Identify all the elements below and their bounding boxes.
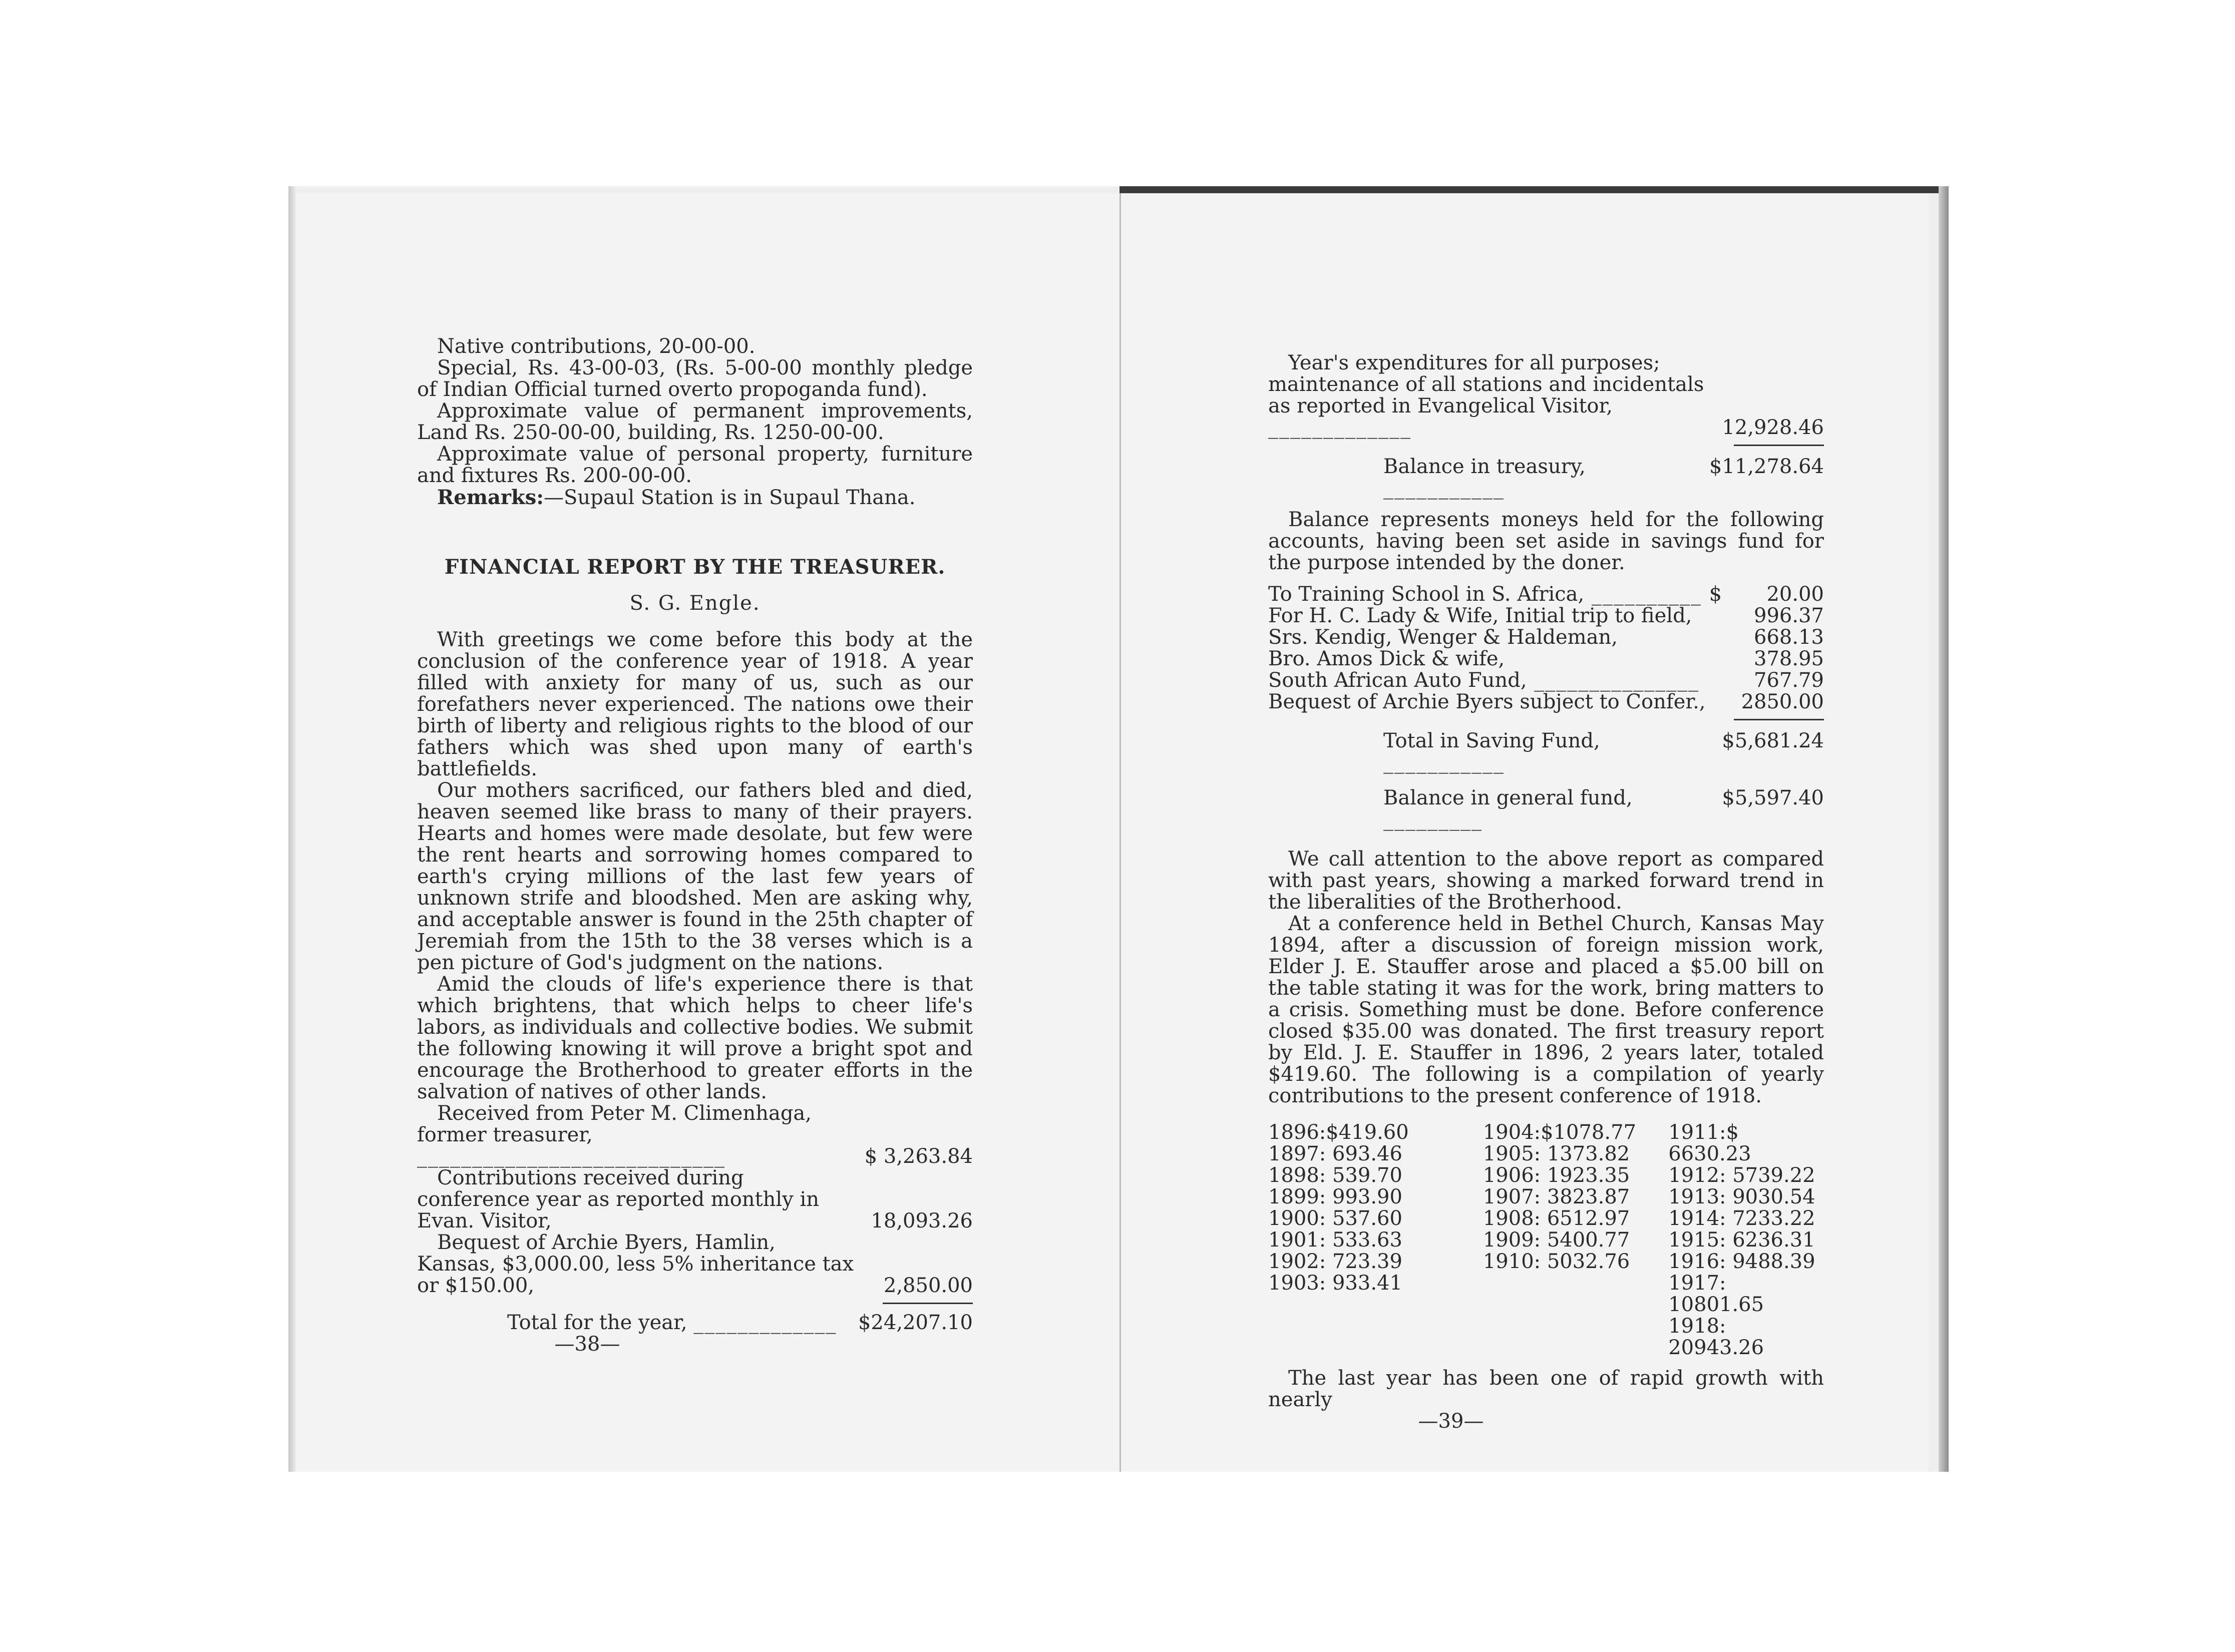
fund-label: Bro. Amos Dick & wife, bbox=[1268, 647, 1505, 670]
year-entry: 1904:$1078.77 bbox=[1482, 1121, 1636, 1144]
remarks-label: Remarks: bbox=[437, 486, 544, 509]
fund-amount: 767.79 bbox=[1754, 669, 1824, 692]
ledger-entry bbox=[417, 1103, 973, 1167]
year-entry: 1915: 6236.31 bbox=[1668, 1228, 1815, 1252]
years-column-1 bbox=[1268, 1122, 1483, 1359]
closing-line: The last year has been one of rapid growth with nearly bbox=[1268, 1367, 1824, 1411]
year-entry: 1907: 3823.87 bbox=[1482, 1185, 1630, 1208]
station-line: Special, Rs. 43-00-03, (Rs. 5-00-00 monthly pledge of Indian Official turned overto propoganda fund). bbox=[417, 356, 973, 401]
ledger-entry bbox=[417, 1232, 973, 1297]
expenditures-amount: 12,928.46 bbox=[1722, 416, 1824, 439]
expenditures-label: Year's expenditures for all purposes; maintenance of all stations and incidentals as reported in Evangelical Visitor, bbox=[1268, 351, 1704, 418]
entry-label: Received from Peter M. Climenhaga, former treasurer, bbox=[417, 1102, 812, 1146]
fund-amount: 378.95 bbox=[1754, 647, 1824, 670]
fund-label: For H. C. Lady & Wife, Initial trip to field, bbox=[1268, 604, 1692, 627]
years-column-3 bbox=[1668, 1122, 1824, 1359]
fund-row bbox=[1268, 584, 1824, 605]
total-amount: $24,207.10 bbox=[858, 1311, 973, 1334]
general-label: Balance in general fund, bbox=[1383, 786, 1633, 809]
year-entry: 1905: 1373.82 bbox=[1482, 1142, 1630, 1165]
left-page bbox=[295, 193, 1121, 1472]
entry-label: Bequest of Archie Byers, Hamlin, Kansas, $3,000.00, less 5% inheritance tax or $150.00, bbox=[417, 1231, 854, 1297]
general-amount: $5,597.40 bbox=[1722, 786, 1824, 809]
saving-rule bbox=[1734, 719, 1824, 720]
expenditures-leader: _____________ bbox=[1268, 416, 1411, 439]
entry-amount: 2,850.00 bbox=[883, 1274, 973, 1297]
year-entry: 1917: 10801.65 bbox=[1668, 1272, 1764, 1316]
page-number: —38— bbox=[554, 1333, 620, 1356]
book-spread bbox=[288, 186, 1949, 1472]
year-entry: 1913: 9030.54 bbox=[1668, 1185, 1815, 1208]
saving-amount: $5,681.24 bbox=[1722, 729, 1824, 752]
left-page-text bbox=[417, 336, 973, 1355]
year-entry: 1902: 723.39 bbox=[1268, 1250, 1402, 1273]
year-entry: 1911:$ 6630.23 bbox=[1668, 1121, 1751, 1165]
yearly-contributions-table bbox=[1268, 1122, 1824, 1359]
fund-amount: 668.13 bbox=[1754, 626, 1824, 649]
entry-leader: ____________________________ bbox=[417, 1145, 725, 1168]
year-entry: 1896:$419.60 bbox=[1268, 1121, 1409, 1144]
left-page-edge bbox=[288, 186, 295, 1472]
years-column-2 bbox=[1483, 1122, 1668, 1359]
balance-leader: ___________ bbox=[1383, 477, 1505, 500]
entry-label: Contributions received during conference year as reported monthly in Evan. Visitor, bbox=[417, 1166, 820, 1232]
right-page-text bbox=[1268, 352, 1824, 1432]
total-label: Total for the year, bbox=[507, 1311, 687, 1334]
fund-leader: __________ $ bbox=[1584, 583, 1723, 606]
fund-row bbox=[1268, 691, 1824, 713]
fund-leader: _______________ bbox=[1527, 669, 1700, 692]
fund-amount: 2850.00 bbox=[1741, 690, 1824, 713]
year-entry: 1901: 533.63 bbox=[1268, 1228, 1402, 1252]
saving-leader: ___________ bbox=[1383, 751, 1505, 774]
fund-amount: 996.37 bbox=[1754, 604, 1824, 627]
balance-note: Balance represents moneys held for the following accounts, having been set aside in savings fund for the purpose intended by the doner. bbox=[1268, 508, 1824, 574]
right-page bbox=[1121, 193, 1929, 1472]
year-entry: 1900: 537.60 bbox=[1268, 1207, 1402, 1230]
remarks-text: —Supaul Station is in Supaul Thana. bbox=[544, 486, 916, 509]
entry-amount: 18,093.26 bbox=[871, 1209, 973, 1232]
year-entry: 1898: 539.70 bbox=[1268, 1164, 1402, 1187]
remarks bbox=[417, 487, 973, 509]
year-entry: 1909: 5400.77 bbox=[1482, 1228, 1630, 1252]
balance-label: Balance in treasury, bbox=[1383, 455, 1586, 478]
total-leader: _____________ bbox=[693, 1311, 837, 1334]
paragraph: At a conference held in Bethel Church, Kansas May 1894, after a discussion of foreign mission work, Elder J. E. Stauffer arose and placed a $5.00 bill on the table stating it was for the work, bring matters to a crisis. Something must be done. Before conference closed $35.00 was donated. The first treasury report by Eld. J. E. Stauffer in 1896, 2 years later, totaled $419.60. The following is a compilation of yearly contributions to the present conference of 1918. bbox=[1268, 912, 1824, 1107]
total-row bbox=[417, 1312, 973, 1334]
paragraph: We call attention to the above report as compared with past years, showing a marked forward trend in the liberalities of the Brotherhood. bbox=[1268, 848, 1824, 914]
balance-row bbox=[1268, 456, 1824, 499]
year-entry: 1897: 693.46 bbox=[1268, 1142, 1402, 1165]
year-entry: 1899: 993.90 bbox=[1268, 1185, 1402, 1208]
year-entry: 1916: 9488.39 bbox=[1668, 1250, 1815, 1273]
paragraph: Amid the clouds of life's experience there is that which brightens, that which helps to cheer life's labors, as individuals and collective bodies. We submit the following knowing it will prove a bright spot and encourage the Brotherhood to greater efforts in the salvation of natives of other lands. bbox=[417, 973, 973, 1103]
total-rule bbox=[883, 1303, 973, 1304]
fund-amount: 20.00 bbox=[1766, 583, 1824, 606]
year-entry: 1912: 5739.22 bbox=[1668, 1164, 1815, 1187]
right-page-edge bbox=[1939, 186, 1949, 1472]
ledger-entry bbox=[417, 1167, 973, 1232]
balance-amount: $11,278.64 bbox=[1709, 455, 1824, 478]
general-row bbox=[1268, 787, 1824, 831]
fund-label: To Training School in S. Africa, bbox=[1268, 583, 1585, 606]
fund-row bbox=[1268, 605, 1824, 627]
fund-row bbox=[1268, 670, 1824, 691]
saving-label: Total in Saving Fund, bbox=[1383, 729, 1600, 752]
fund-label: South African Auto Fund, bbox=[1268, 669, 1527, 692]
year-entry: 1918: 20943.26 bbox=[1668, 1315, 1764, 1359]
general-leader: _________ bbox=[1383, 808, 1482, 831]
year-entry: 1903: 933.41 bbox=[1268, 1272, 1402, 1295]
station-line: Approximate value of permanent improvements, Land Rs. 250-00-00, building, Rs. 1250-00-00. bbox=[417, 399, 973, 444]
year-entry: 1906: 1923.35 bbox=[1482, 1164, 1630, 1187]
station-line: Native contributions, 20-00-00. bbox=[437, 335, 756, 358]
binding-shadow bbox=[1120, 186, 1939, 193]
balance-rule bbox=[1734, 445, 1824, 446]
paragraph: With greetings we come before this body at the conclusion of the conference year of 1918. A year filled with anxiety for many of us, such as our forefathers never experienced. The nations owe their birth of liberty and religious rights to the blood of our fathers which was shed upon many of earth's battlefields. bbox=[417, 628, 973, 780]
paragraph: Our mothers sacrificed, our fathers bled and died, heaven seemed like brass to many of their prayers. Hearts and homes were made desolate, but few were the rent hearts and sorrowing homes compared to earth's crying millions of the last few years of unknown strife and bloodshed. Men are asking why, and acceptable answer is found in the 25th chapter of Jeremiah from the 15th to the 38 verses which is a pen picture of God's judgment on the nations. bbox=[417, 779, 973, 974]
fund-row bbox=[1268, 627, 1824, 648]
expenditures-entry bbox=[1268, 352, 1824, 439]
fund-label: Bequest of Archie Byers subject to Confer., bbox=[1268, 690, 1706, 713]
entry-amount: $ 3,263.84 bbox=[864, 1145, 973, 1168]
fund-label: Srs. Kendig, Wenger & Haldeman, bbox=[1268, 626, 1618, 649]
fund-row bbox=[1268, 648, 1824, 670]
year-entry: 1914: 7233.22 bbox=[1668, 1207, 1815, 1230]
station-line: Approximate value of personal property, furniture and fixtures Rs. 200-00-00. bbox=[417, 443, 973, 487]
report-heading: FINANCIAL REPORT BY THE TREASURER. bbox=[444, 555, 946, 579]
report-author: S. G. Engle. bbox=[629, 592, 761, 615]
year-entry: 1910: 5032.76 bbox=[1482, 1250, 1630, 1273]
year-entry: 1908: 6512.97 bbox=[1482, 1207, 1630, 1230]
page-number: —39— bbox=[1418, 1410, 1484, 1433]
saving-row bbox=[1268, 730, 1824, 773]
